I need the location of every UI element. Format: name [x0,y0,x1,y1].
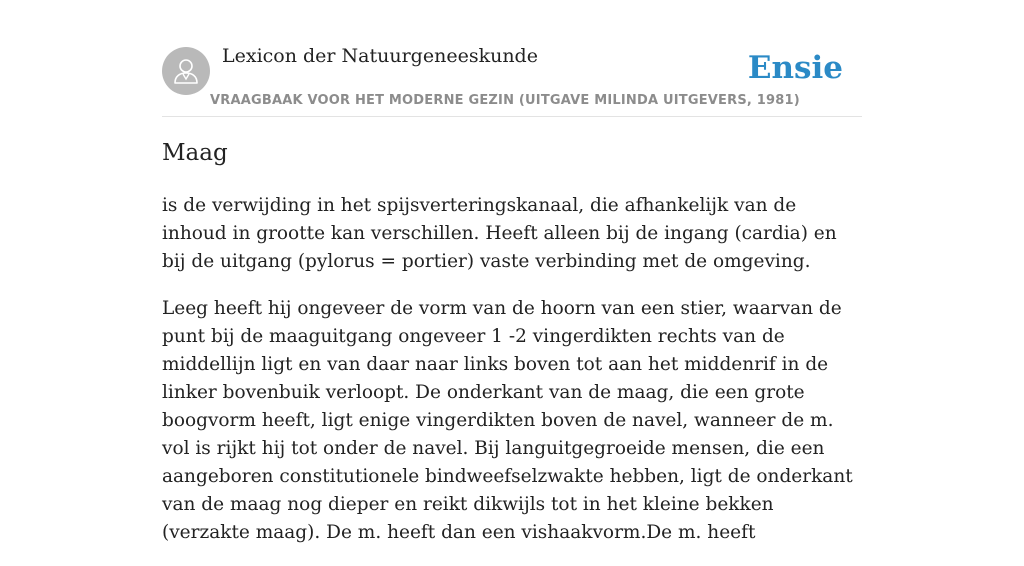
avatar[interactable] [162,47,210,95]
article-title: Maag [162,140,228,166]
article-body [162,192,862,566]
brand-logo[interactable]: Ensie [747,50,843,86]
page [162,0,862,543]
user-icon [171,56,201,86]
header [162,0,862,117]
site-title[interactable]: Lexicon der Natuurgeneeskunde [222,45,538,67]
site-subtitle: VRAAGBAAK VOOR HET MODERNE GEZIN (UITGAVE MILINDA UITGEVERS, 1981) [210,93,800,108]
article-paragraph: is de verwijding in het spijsverteringskanaal, die afhankelijk van de inhoud in grootte kan verschillen. Heeft alleen bij de ingang (cardia) en bij de uitgang (pylorus = portier) vaste verbinding met de omgeving. [162,195,837,272]
article-paragraph: Leeg heeft hij ongeveer de vorm van de hoorn van een stier, waarvan de punt bij de maaguitgang ongeveer 1 -2 vingerdikten rechts van de middellijn ligt en van daar naar links boven tot aan het middenrif in de linker bovenbuik verloopt. De onderkant van de maag, die een grote boogvorm heeft, ligt enige vingerdikten boven de navel, wanneer de m. vol is rijkt hij tot onder de navel. Bij languitgegroeide mensen, die een aangeboren constitutionele bindweefselzwakte hebben, ligt de onderkant van de maag nog dieper en reikt dikwijls tot in het kleine bekken (verzakte maag). De m. heeft dan een vishaakvorm.De m. heeft [162,298,853,543]
